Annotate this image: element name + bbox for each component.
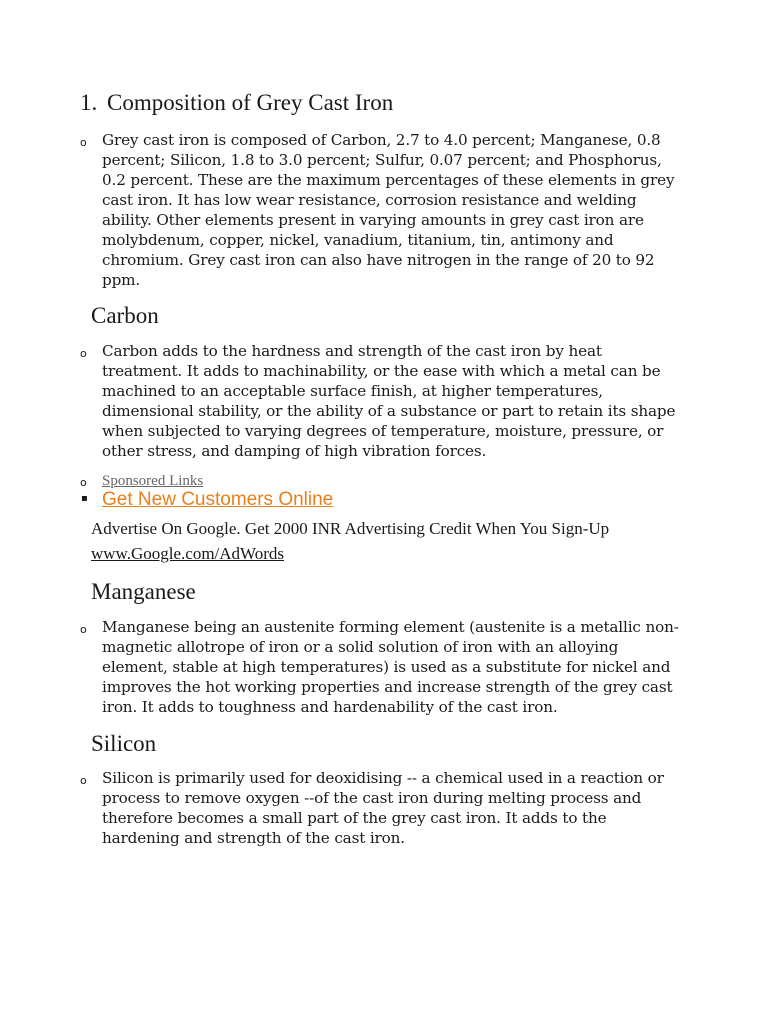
- heading-number: 1.: [80, 90, 98, 115]
- ad-title-link[interactable]: Get New Customers Online: [102, 489, 334, 510]
- square-bullet-icon: ▪: [81, 493, 88, 504]
- carbon-paragraph: Carbon adds to the hardness and strength of the cast iron by heat treatment. It adds to machinability, or the ease with which a metal can be machined to an acceptable surface finish, at higher temperatures, dimensional stability, or the ability of a substance or part to retain its shape when subjected to varying degrees of temperature, moisture, pressure, or other stress, and damping of high vibration forces.: [102, 342, 676, 460]
- silicon-paragraph: Silicon is primarily used for deoxidising -- a chemical used in a reaction or process to remove oxygen --of the cast iron during melting process and therefore becomes a small part of the grey cast iron. It adds to the hardening and strength of the cast iron.: [102, 769, 664, 847]
- ad-description: Advertise On Google. Get 2000 INR Advertising Credit When You Sign-Up: [91, 519, 610, 538]
- intro-paragraph: Grey cast iron is composed of Carbon, 2.7 to 4.0 percent; Manganese, 0.8 percent; Silicon, 1.8 to 3.0 percent; Sulfur, 0.07 percent; and Phosphorus, 0.2 percent. These are the maximum percentages of these elements in grey cast iron. It has low wear resistance, corrosion resistance and welding ability. Other elements present in varying amounts in grey cast iron are molybdenum, copper, nickel, vanadium, titanium, tin, antimony and chromium. Grey cast iron can also have nitrogen in the range of 20 to 92 ppm.: [102, 131, 675, 289]
- list-item-silicon: [80, 768, 680, 848]
- sponsored-links-link[interactable]: Sponsored Links: [102, 473, 204, 489]
- list-item-intro: [80, 130, 680, 290]
- circle-bullet-icon: o: [80, 774, 87, 787]
- page-title: [80, 90, 393, 116]
- list-item-manganese: [80, 617, 680, 717]
- circle-bullet-icon: o: [80, 347, 87, 360]
- list-item-sponsored: [80, 470, 680, 490]
- manganese-paragraph: Manganese being an austenite forming element (austenite is a metallic non-magnetic allotrope of iron or a solid solution of iron with an alloying element, stable at high temperatures) is used as a substitute for nickel and improves the hot working properties and increase strength of the grey cast iron. It adds to toughness and hardenability of the cast iron.: [102, 618, 679, 716]
- list-item-ad: [80, 489, 680, 511]
- section-title-silicon: Silicon: [91, 731, 157, 756]
- list-item-carbon: [80, 341, 680, 461]
- circle-bullet-icon: o: [80, 136, 87, 149]
- section-title-carbon: Carbon: [91, 303, 159, 328]
- circle-bullet-icon: o: [80, 476, 87, 489]
- ad-url-link[interactable]: www.Google.com/AdWords: [91, 544, 285, 563]
- section-title-manganese: Manganese: [91, 579, 196, 604]
- heading-text: Composition of Grey Cast Iron: [107, 90, 394, 115]
- circle-bullet-icon: o: [80, 623, 87, 636]
